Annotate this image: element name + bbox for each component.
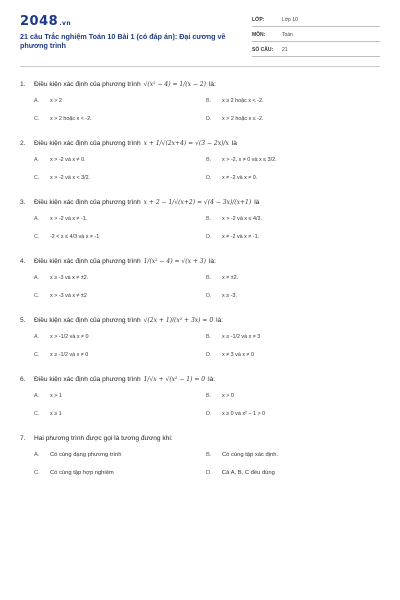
meta-value: Toán (282, 32, 293, 38)
answer-option[interactable] (34, 173, 206, 182)
option-letter: D. (206, 115, 212, 122)
option-letter: A. (34, 215, 40, 222)
question-suffix: là: (216, 316, 224, 324)
question-3 (20, 196, 380, 241)
answer-option[interactable] (206, 273, 378, 282)
question-number: 2. (20, 139, 26, 147)
answer-option[interactable] (206, 173, 378, 182)
question-text (34, 435, 380, 442)
answer-option[interactable] (34, 114, 206, 123)
option-letter: C. (34, 233, 40, 240)
question-number: 6. (20, 375, 26, 383)
option-letter: C. (34, 292, 40, 299)
question-prompt: Điều kiện xác định của phương trình (34, 139, 141, 147)
question-5 (20, 314, 380, 359)
option-letter: C. (34, 115, 40, 122)
meta-label: MÔN: (252, 32, 266, 38)
question-number: 3. (20, 198, 26, 206)
answer-options (34, 332, 380, 359)
answer-option[interactable] (206, 409, 378, 418)
question-text (34, 81, 380, 88)
option-text: Cả A, B, C đều đúng (222, 469, 275, 476)
option-text: x > 2 (50, 97, 62, 104)
question-number: 7. (20, 434, 26, 442)
answer-option[interactable] (206, 391, 378, 400)
answer-option[interactable] (206, 332, 378, 341)
question-prompt: Điều kiện xác định của phương trình (34, 198, 141, 206)
option-text: x > 0 (222, 392, 234, 399)
meta-value: Lớp 10 (282, 17, 298, 23)
question-stem (20, 137, 380, 149)
meta-label: LỚP: (252, 17, 265, 23)
question-stem (20, 373, 380, 385)
meta-label: SỐ CÂU: (252, 47, 274, 53)
option-letter: B. (206, 392, 212, 399)
option-text: -2 < x ≤ 4/3 và x ≠ -1 (50, 233, 100, 240)
meta-value: 21 (282, 47, 288, 53)
answer-option[interactable] (34, 468, 206, 477)
option-letter: D. (206, 292, 212, 299)
answer-option[interactable] (206, 350, 378, 359)
question-text (34, 376, 380, 383)
option-letter: A. (34, 451, 40, 458)
option-text: x > -2 và x < 3/2. (50, 174, 91, 181)
meta-row-count (252, 44, 380, 57)
option-letter: C. (34, 351, 40, 358)
answer-option[interactable] (34, 350, 206, 359)
option-text: x ≥ 2 hoặc x < -2. (222, 97, 264, 104)
answer-option[interactable] (206, 96, 378, 105)
document-title: 21 câu Trắc nghiệm Toán 10 Bài 1 (có đáp án): Đại cương về phương trình (20, 32, 226, 50)
option-text: x > -1/2 và x ≠ 0 (50, 333, 89, 340)
option-text: x > -2, x ≠ 0 và x ≤ 3/2. (222, 156, 277, 163)
question-formula: x + 2 − 1/√(x+2) = √(4 − 3x)/(x+1) (143, 198, 252, 206)
option-text: x ≥ -1/2 và x ≠ 3 (222, 333, 261, 340)
question-formula: √(x² − 4) = 1/(x − 2) (143, 80, 206, 88)
option-text: x > 2 hoặc x ≤ -2. (222, 115, 264, 122)
option-letter: D. (206, 351, 212, 358)
option-letter: B. (206, 451, 212, 458)
option-text: x ≥ -1/2 và x ≠ 0 (50, 351, 89, 358)
answer-option[interactable] (34, 273, 206, 282)
question-prompt: Điều kiện xác định của phương trình (34, 375, 141, 383)
option-letter: B. (206, 333, 212, 340)
option-letter: C. (34, 410, 40, 417)
question-suffix: là: (208, 375, 216, 383)
meta-row-subject (252, 29, 380, 42)
option-letter: B. (206, 215, 212, 222)
question-2 (20, 137, 380, 182)
option-letter: D. (206, 233, 212, 240)
answer-option[interactable] (206, 232, 378, 241)
question-number: 4. (20, 257, 26, 265)
option-text: x > -2 và x ≠ -1. (50, 215, 88, 222)
answer-option[interactable] (206, 450, 378, 459)
question-formula: 1/(x² − 4) = √(x + 3) (143, 257, 206, 265)
meta-row-grade (252, 14, 380, 27)
logo-main: 2048 (20, 14, 59, 29)
answer-options (34, 450, 380, 477)
question-stem (20, 78, 380, 90)
answer-option[interactable] (34, 232, 206, 241)
site-logo[interactable] (20, 14, 71, 29)
answer-option[interactable] (206, 155, 378, 164)
question-stem (20, 255, 380, 267)
question-formula: x + 1/√(2x+4) = √(3 − 2x)/x (143, 139, 229, 147)
option-letter: A. (34, 333, 40, 340)
question-text (34, 199, 380, 206)
option-text: x > 1 (50, 392, 62, 399)
header-divider (20, 66, 380, 67)
question-6 (20, 373, 380, 418)
option-letter: B. (206, 97, 212, 104)
question-stem (20, 314, 380, 326)
question-4 (20, 255, 380, 300)
option-letter: A. (34, 156, 40, 163)
option-letter: B. (206, 156, 212, 163)
answer-options (34, 273, 380, 300)
option-text: Có cùng tập hợp nghiệm (50, 469, 114, 476)
answer-option[interactable] (34, 409, 206, 418)
logo-suffix: .vn (59, 20, 72, 27)
option-letter: D. (206, 410, 212, 417)
answer-option[interactable] (206, 468, 378, 477)
question-suffix: là (231, 139, 237, 147)
option-text: x ≥ 0 và x² − 1 > 0 (222, 410, 266, 417)
option-letter: D. (206, 174, 212, 181)
option-letter: A. (34, 97, 40, 104)
answer-option[interactable] (34, 391, 206, 400)
option-text: Có cùng dạng phương trình (50, 451, 122, 458)
question-1 (20, 78, 380, 123)
option-text: x ≠ 3 và x ≠ 0 (222, 351, 254, 358)
option-text: Có cùng tập xác định. (222, 451, 279, 458)
question-prompt: Điều kiện xác định của phương trình (34, 257, 141, 265)
answer-options (34, 214, 380, 241)
answer-option[interactable] (34, 450, 206, 459)
question-prompt: Điều kiện xác định của phương trình (34, 80, 141, 88)
option-letter: C. (34, 469, 40, 476)
option-letter: D. (206, 469, 212, 476)
answer-option[interactable] (34, 96, 206, 105)
question-suffix: là: (208, 80, 216, 88)
question-suffix: là: (208, 257, 216, 265)
question-formula: 1/√x + √(x² − 1) = 0 (143, 375, 206, 383)
question-text (34, 317, 380, 324)
answer-option[interactable] (34, 155, 206, 164)
option-letter: C. (34, 174, 40, 181)
question-formula: √(2x + 1)/(x² + 3x) = 0 (143, 316, 214, 324)
option-text: x > -2 và x ≤ 4/3. (222, 215, 262, 222)
answer-option[interactable] (34, 332, 206, 341)
option-text: x ≠ -2 và x ≠ -1. (222, 233, 260, 240)
answer-options (34, 96, 380, 123)
question-suffix: là (254, 198, 260, 206)
answer-option[interactable] (34, 214, 206, 223)
question-prompt: Hai phương trình được gọi là tương đương khi: (34, 434, 173, 442)
question-prompt: Điều kiện xác định của phương trình (34, 316, 141, 324)
option-letter: A. (34, 392, 40, 399)
question-number: 5. (20, 316, 26, 324)
option-text: x > 2 hoặc x < -2. (50, 115, 92, 122)
question-list (20, 78, 380, 491)
question-text (34, 140, 380, 147)
question-number: 1. (20, 80, 26, 88)
option-text: x ≠ ±2. (222, 274, 239, 281)
answer-option[interactable] (206, 291, 378, 300)
answer-option[interactable] (34, 291, 206, 300)
question-stem (20, 432, 380, 444)
option-text: x > -3 và x ≠ ±2 (50, 292, 87, 299)
option-text: x ≥ -3 và x ≠ ±2. (50, 274, 89, 281)
option-letter: B. (206, 274, 212, 281)
answer-options (34, 155, 380, 182)
question-text (34, 258, 380, 265)
answer-option[interactable] (206, 114, 378, 123)
question-7 (20, 432, 380, 477)
option-text: x ≠ -2 và x ≠ 0. (222, 174, 258, 181)
question-stem (20, 196, 380, 208)
option-letter: A. (34, 274, 40, 281)
answer-options (34, 391, 380, 418)
option-text: x > -2 và x ≠ 0. (50, 156, 86, 163)
option-text: x ≥ 1 (50, 410, 62, 417)
meta-box (252, 14, 380, 59)
answer-option[interactable] (206, 214, 378, 223)
option-text: x ≥ -3. (222, 292, 237, 299)
